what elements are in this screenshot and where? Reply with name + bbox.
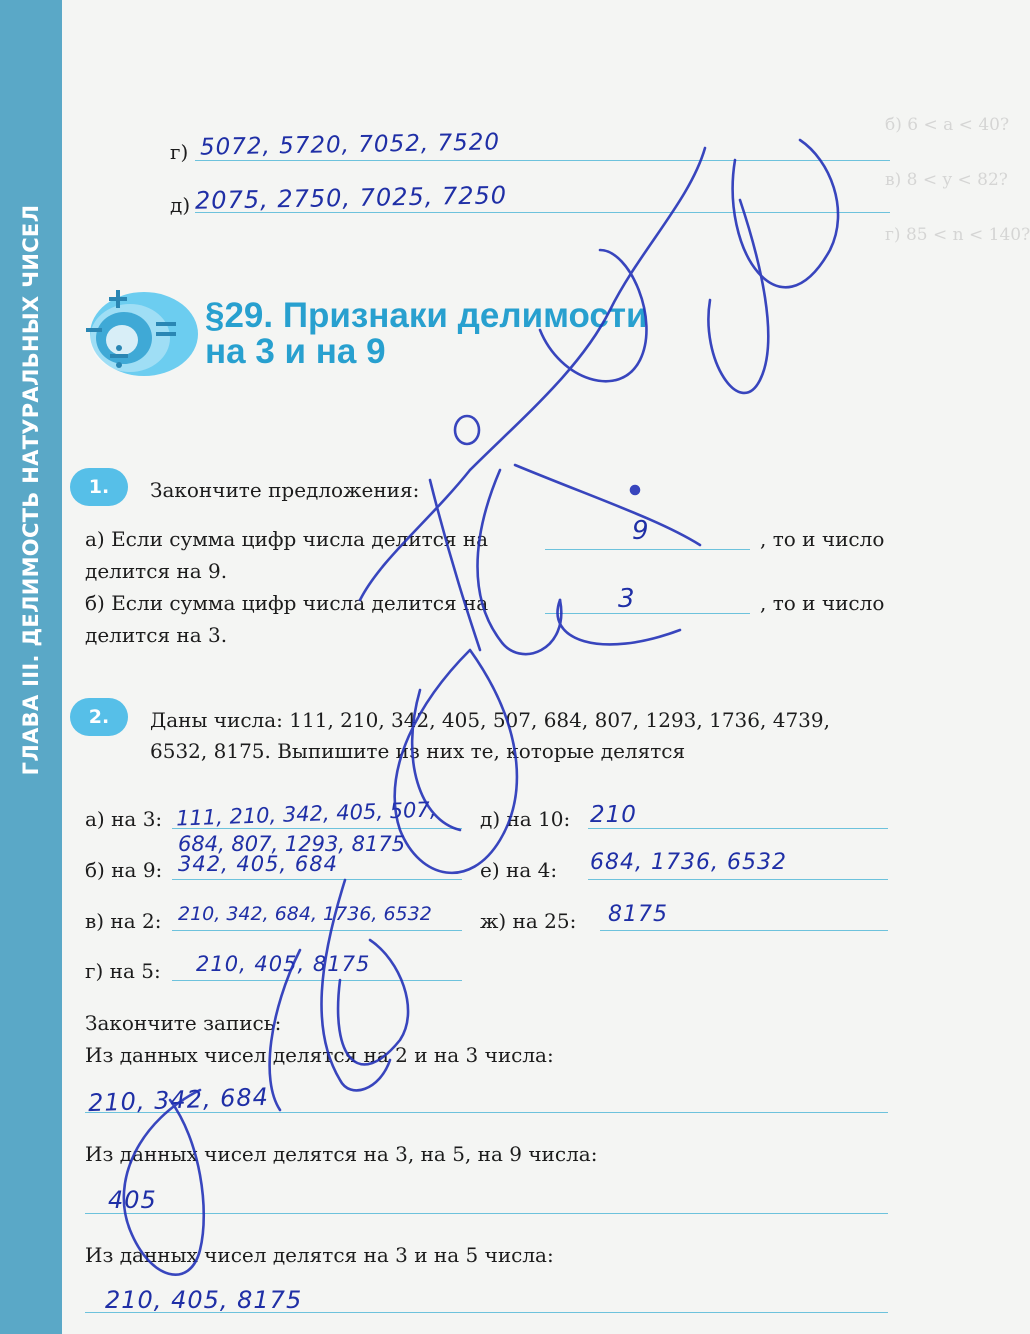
exercise-2v-answer: 210, 342, 684, 1736, 6532 [178,903,432,925]
exercise-2b-label: б) на 9: [85,858,163,882]
exercise-1b-tail: , то и число [760,591,885,615]
exercise-2-prompt-line2: 6532, 8175. Выпишите из них те, которые делятся [150,739,686,763]
exercise-2-prompt-line1: Даны числа: 111, 210, 342, 405, 507, 684, 807, 1293, 1736, 4739, [150,708,830,732]
exercise-2a-answer-2: 684, 807, 1293, 8175 [178,832,406,856]
exercise-2b-answer: 342, 405, 684 [178,852,338,876]
exercise-2e-label: е) на 4: [480,858,558,882]
exercise-2-badge: 2. [70,698,128,736]
exercise-1a-answer: 9 [632,516,650,546]
prev-item-d-answer: 2075, 2750, 7025, 7250 [194,181,508,215]
exercise-2e-answer: 684, 1736, 6532 [590,850,787,875]
section-title-line2: на 3 и на 9 [205,332,386,371]
prev-item-g-answer: 5072, 5720, 7052, 7520 [199,129,501,161]
exercise-1b-answer: 3 [618,584,636,614]
exercise-2a-label: а) на 3: [85,807,163,831]
exercise-2d-label: д) на 10: [480,807,571,831]
finish-label: Закончите запись: [85,1011,282,1035]
exercise-2zh-label: ж) на 25: [480,909,577,933]
answer-div-3-5-9: 405 [108,1186,157,1214]
chapter-title: ГЛАВА III. ДЕЛИМОСТЬ НАТУРАЛЬНЫХ ЧИСЕЛ [19,204,43,776]
question-div-2-and-3: Из данных чисел делятся на 2 и на 3 числа: [85,1043,554,1067]
section-title-line1: §29. Признаки делимости [205,296,648,335]
exercise-2d-answer: 210 [590,802,637,828]
exercise-2g-answer: 210, 405, 8175 [196,952,371,976]
exercise-2a-answer-1: 111, 210, 342, 405, 507, [175,797,437,831]
question-div-3-5-9: Из данных чисел делятся на 3, на 5, на 9 числа: [85,1142,598,1166]
prev-item-g-label: г) [170,140,189,164]
exercise-2g-label: г) на 5: [85,959,161,983]
answer-div-3-and-5: 210, 405, 8175 [105,1286,303,1314]
exercise-1b-text: б) Если сумма цифр числа делится на [85,591,489,615]
exercise-1-badge: 1. [70,468,128,506]
question-div-3-and-5: Из данных чисел делятся на 3 и на 5 числа: [85,1243,554,1267]
exercise-1-prompt: Закончите предложения: [150,478,420,502]
exercise-1b-line2: делится на 3. [85,623,228,647]
answer-div-2-and-3: 210, 342, 684 [87,1082,270,1118]
prev-item-d-label: д) [170,193,191,217]
exercise-1a-text: а) Если сумма цифр числа делится на [85,527,489,551]
exercise-2v-label: в) на 2: [85,909,162,933]
exercise-1a-tail: , то и число [760,527,885,551]
exercise-1a-line2: делится на 9. [85,559,228,583]
exercise-2zh-answer: 8175 [608,902,668,927]
